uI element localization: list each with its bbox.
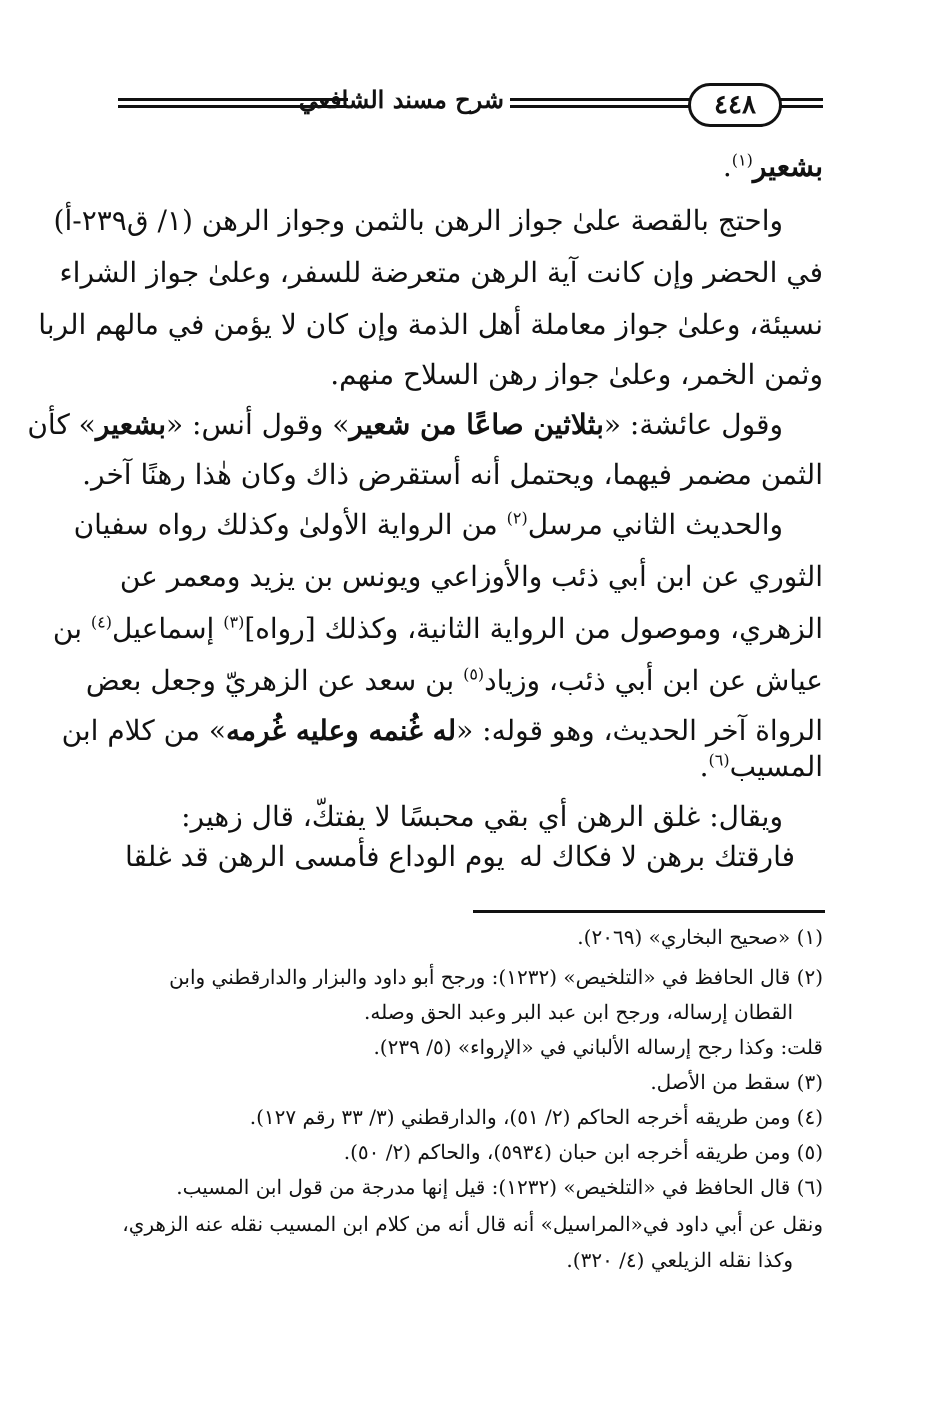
footnote-4: (٤) ومن طريقه أخرجه الحاكم (٢/ ٥١)، والدارقطني (٣/ ٣٣ رقم ١٢٧). <box>249 1105 823 1129</box>
footnote-ref: (٥) <box>463 664 485 684</box>
page-number-badge: ٤٤٨ <box>688 83 782 127</box>
text-span: إسماعيل <box>111 612 224 645</box>
text-line-6 <box>27 408 823 441</box>
text-line-4: نسيئة، وعلىٰ جواز معاملة أهل الذمة وإن كان لا يؤمن في مالهم الربا <box>38 308 823 341</box>
text-span: عياش عن ابن أبي ذئب، وزياد <box>484 664 823 697</box>
footnote-2-continuation: القطان إرساله، ورجح ابن عبد البر وعبد الحق وصله. <box>364 1000 793 1024</box>
text-span: » من كلام ابن <box>61 714 226 747</box>
bold-quote: له غُنمه وعليه غُرمه <box>225 714 457 747</box>
footnote-ref: (٢) <box>506 508 528 528</box>
footnote-ref: (٦) <box>708 750 730 770</box>
text-line-14: ويقال: غلق الرهن أي بقي محبسًا لا يفتكّ، قال زهير: <box>181 800 783 833</box>
bold-phrase: بشعير <box>752 150 823 183</box>
text-span: من الرواية الأولىٰ وكذلك رواه سفيان <box>73 508 507 541</box>
footnote-5: (٥) ومن طريقه أخرجه ابن حبان (٥٩٣٤)، والحاكم (٢/ ٥٠). <box>343 1140 823 1164</box>
footnote-3: (٣) سقط من الأصل. <box>650 1070 823 1094</box>
text-line-7: الثمن مضمر فيهما، ويحتمل أنه أستقرض ذاك وكان هٰذا رهنًا آخر. <box>82 458 823 491</box>
text-line-12 <box>61 714 823 747</box>
bold-quote: بثلاثين صاعًا من شعير <box>349 408 604 441</box>
text-span: الرواة آخر الحديث، وهو قوله: « <box>456 714 823 747</box>
text-line-5: وثمن الخمر، وعلىٰ جواز رهن السلاح منهم. <box>330 358 823 391</box>
text-line-10 <box>52 612 823 645</box>
page-header <box>118 78 823 130</box>
text-line-3: في الحضر وإن كانت آية الرهن متعرضة للسفر، وعلىٰ جواز الشراء <box>59 256 823 289</box>
text-span: » وقول أنس: « <box>166 408 350 441</box>
period: . <box>699 750 709 783</box>
text-span: وقول عائشة: « <box>603 408 783 441</box>
footnote-6-continuation: وكذا نقله الزيلعي (٤/ ٣٢٠). <box>566 1248 793 1272</box>
text-span: » كأن <box>27 408 96 441</box>
text-span: بن <box>52 612 91 645</box>
text-span: والحديث الثاني مرسل <box>527 508 783 541</box>
text-span: المسيب <box>729 750 823 783</box>
text-span: الزهري، وموصول من الرواية الثانية، وكذلك [رواه] <box>244 612 823 645</box>
poetry-verse <box>125 840 823 884</box>
text-span: بن سعد عن الزهريّ وجعل بعض <box>85 664 464 697</box>
text-line-2: واحتج بالقصة علىٰ جواز الرهن بالثمن وجواز الرهن (١/ ق٢٣٩-أ) <box>53 204 783 237</box>
text-line-8 <box>73 508 823 541</box>
footnote-separator <box>473 910 825 913</box>
verse-hemistich-second: يوم الوداع فأمسى الرهن قد غلقا <box>125 840 505 873</box>
footnote-ref: (٤) <box>90 612 112 632</box>
bold-quote: بشعير <box>95 408 167 441</box>
footnote-6: (٦) قال الحافظ في «التلخيص» (١٢٣٢): قيل إنها مدرجة من قول ابن المسيب. <box>176 1175 823 1199</box>
text-line-1 <box>125 150 823 183</box>
footnote-2-note: قلت: وكذا رجح إرساله الألباني في «الإرواء» (٥/ ٢٣٩). <box>373 1035 823 1059</box>
footnote-ref: (٣) <box>223 612 245 632</box>
text-line-9: الثوري عن ابن أبي ذئب والأوزاعي ويونس بن يزيد ومعمر عن <box>119 560 823 593</box>
footnote-6-note: ونقل عن أبي داود في«المراسيل» أنه قال أنه من كلام ابن المسيب نقله عنه الزهري، <box>122 1212 823 1236</box>
verse-hemistich-first: فارقتك برهن لا فكاك له <box>519 840 795 873</box>
footnote-2: (٢) قال الحافظ في «التلخيص» (١٢٣٢): ورجح أبو داود والبزار والدارقطني وابن <box>169 965 823 989</box>
running-title: شرح مسند الشافعي <box>348 85 510 114</box>
text-line-11 <box>85 664 823 697</box>
text-line-13 <box>125 750 823 783</box>
footnote-1: (١) «صحيح البخاري» (٢٠٦٩). <box>577 925 823 949</box>
period: . <box>722 150 732 183</box>
footnote-ref: (١) <box>731 150 753 170</box>
